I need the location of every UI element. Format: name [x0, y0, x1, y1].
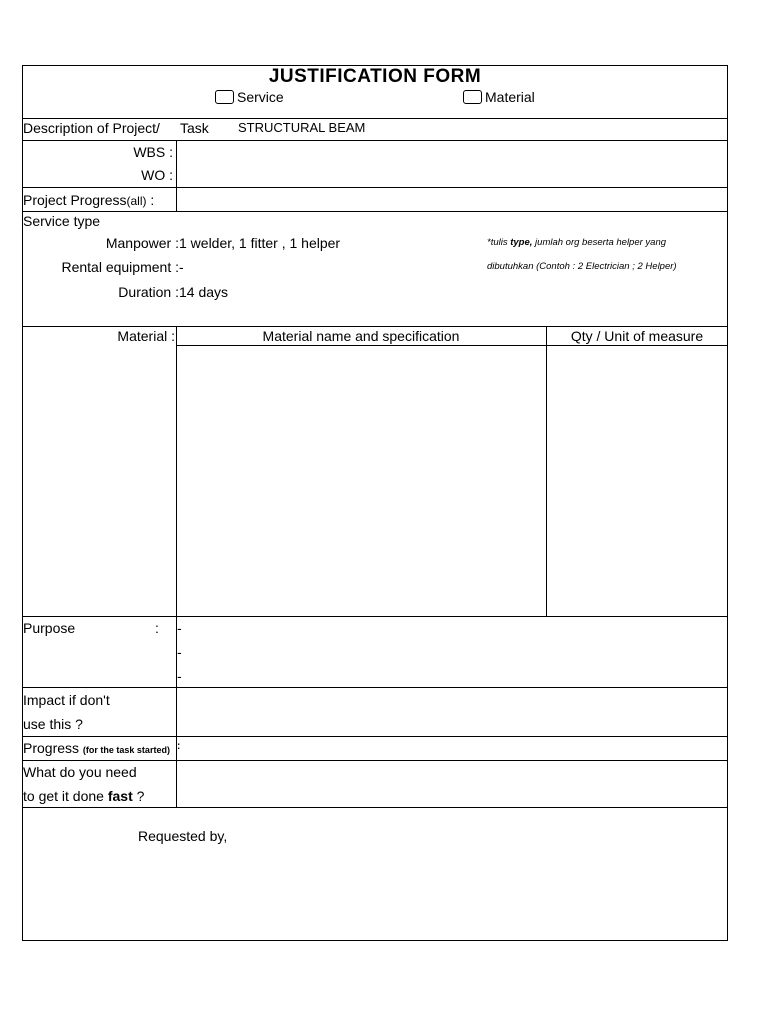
manpower-value[interactable]: 1 welder, 1 fitter , 1 helper — [179, 235, 341, 251]
need-prefix: to get it done — [23, 788, 108, 804]
note-prefix: *tulis — [487, 237, 511, 248]
form-title: JUSTIFICATION FORM — [268, 66, 482, 87]
purpose-line-2[interactable]: - — [177, 644, 182, 660]
project-progress-label — [23, 193, 154, 207]
rental-label: Rental equipment : — [61, 259, 179, 275]
material-qty-header: Qty / Unit of measure — [570, 328, 704, 344]
project-progress-paren: (all) — [126, 194, 147, 208]
divider-progress-task — [22, 760, 728, 761]
material-checkbox[interactable] — [463, 90, 482, 104]
purpose-colon: : — [155, 620, 159, 636]
rental-value[interactable]: - — [179, 259, 184, 275]
description-label: Description of Project/ — [23, 120, 160, 136]
duration-value[interactable]: 14 days — [179, 284, 229, 300]
project-progress-colon: : — [150, 192, 155, 208]
service-note-line1 — [487, 238, 666, 248]
wbs-label: WBS : — [133, 144, 173, 160]
need-bold: fast — [107, 788, 133, 804]
column-divider-qty — [546, 326, 547, 616]
material-option[interactable] — [463, 90, 535, 104]
task-value[interactable]: STRUCTURAL BEAM — [238, 120, 366, 135]
purpose-line-1[interactable]: - — [177, 620, 182, 636]
divider-progress — [22, 211, 728, 212]
note-suffix: jumlah org beserta helper yang — [532, 237, 667, 248]
column-divider-lower — [176, 326, 177, 807]
progress-task-main: Progress — [23, 740, 80, 756]
requested-by-label: Requested by, — [138, 828, 228, 844]
impact-label-line2: use this ? — [23, 716, 83, 732]
wo-label: WO : — [141, 167, 173, 183]
material-name-header: Material name and specification — [262, 328, 460, 344]
divider-service — [22, 326, 728, 327]
note-bold: type, — [510, 237, 533, 248]
material-label: Material : — [117, 328, 175, 344]
need-label-line2 — [23, 789, 144, 803]
divider-material — [22, 616, 728, 617]
task-label: Task — [180, 120, 209, 136]
column-divider-upper — [176, 140, 177, 211]
service-checkbox[interactable] — [215, 90, 234, 104]
divider-wo — [22, 187, 728, 188]
divider-purpose — [22, 687, 728, 688]
divider-title — [22, 118, 728, 119]
divider-impact — [22, 736, 728, 737]
purpose-line-3[interactable]: - — [177, 668, 182, 684]
service-note-line2: dibutuhkan (Contoh : 2 Electrician ; 2 Helper) — [487, 261, 677, 272]
material-option-label: Material — [485, 89, 535, 105]
purpose-label: Purpose — [23, 620, 76, 636]
impact-label-line1: Impact if don't — [23, 692, 110, 708]
service-option-label: Service — [237, 89, 284, 105]
progress-task-sub: (for the task started) — [82, 745, 170, 755]
divider-description — [22, 140, 728, 141]
progress-task-colon: : — [177, 741, 181, 752]
manpower-label: Manpower : — [105, 235, 179, 251]
progress-task-label — [23, 741, 170, 755]
duration-label: Duration : — [118, 284, 179, 300]
service-option[interactable] — [215, 90, 284, 104]
project-progress-main: Project Progress — [23, 192, 127, 208]
need-label-line1: What do you need — [23, 764, 137, 780]
service-type-label: Service type — [23, 213, 101, 229]
divider-material-header — [176, 345, 728, 346]
divider-need — [22, 807, 728, 808]
need-suffix: ? — [132, 788, 145, 804]
